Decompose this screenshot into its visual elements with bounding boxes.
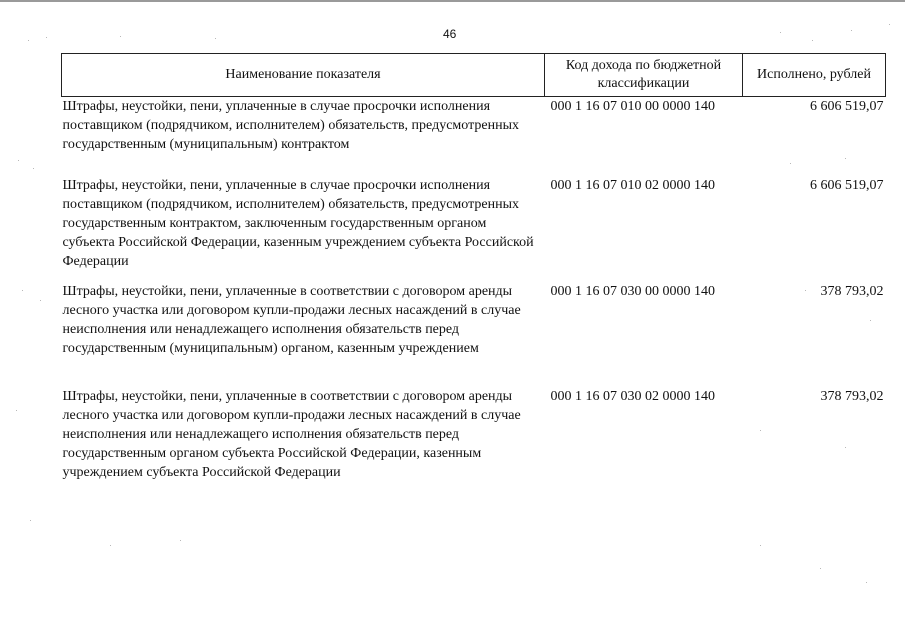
table-row [62,97,886,177]
row-amount: 6 606 519,07 [810,99,884,114]
row-amount: 378 793,02 [820,389,884,404]
header-amount: Исполнено, рублей [743,54,886,97]
table-row [62,387,886,482]
row-amount: 378 793,02 [820,284,884,299]
row-name: Штрафы, неустойки, пени, уплаченные в соответствии с договором аренды лесного участка или договором купли-продажи лесных насаждений в случае неисполнения или ненадлежащего исполнения обязательств перед государственным органом субъекта Российской Федерации, казенным учреждением субъекта Российской Федерации [62,389,521,480]
header-name: Наименование показателя [62,54,545,97]
row-name: Штрафы, неустойки, пени, уплаченные в соответствии с договором аренды лесного участка или договором купли-продажи лесных насаждений в случае неисполнения или ненадлежащего исполнения обязательств перед государственным (муниципальным) органом, казенным учреждением [62,284,521,356]
row-code: 000 1 16 07 010 02 0000 140 [550,178,715,193]
row-amount: 6 606 519,07 [810,178,884,193]
revenue-table [61,53,886,482]
row-code: 000 1 16 07 030 00 0000 140 [550,284,715,299]
header-code: Код дохода по бюджетной классификации [545,54,743,97]
table-row [62,176,886,282]
row-name: Штрафы, неустойки, пени, уплаченные в случае просрочки исполнения поставщиком (подрядчиком, исполнителем) обязательств, предусмотренных государственным (муниципальным) контрактом [62,99,519,152]
row-name: Штрафы, неустойки, пени, уплаченные в случае просрочки исполнения поставщиком (подрядчиком, исполнителем) обязательств, предусмотренных государственным контрактом, заключенным государственным органом субъекта Российской Федерации, казенным учреждением субъекта Российской Федерации [62,178,534,269]
table-row [62,282,886,387]
row-code: 000 1 16 07 010 00 0000 140 [550,99,715,114]
table-header-row [62,54,886,97]
page-number: 46 [443,27,457,41]
row-code: 000 1 16 07 030 02 0000 140 [550,389,715,404]
scan-top-edge [0,0,905,2]
